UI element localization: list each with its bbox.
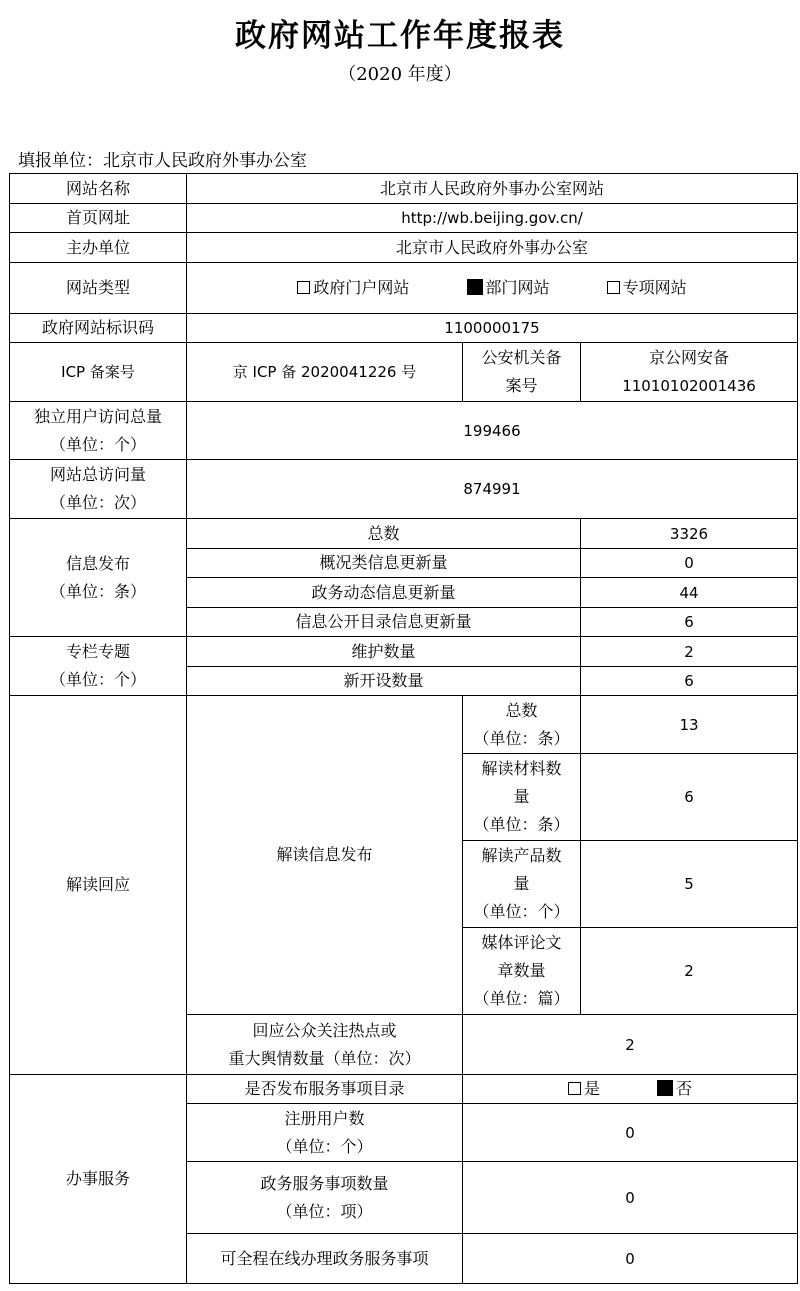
table-row: [10, 696, 798, 754]
option-label: 部门网站: [485, 278, 550, 297]
label-line: （单位：条）: [473, 815, 570, 834]
table-row: [10, 343, 798, 402]
label-line: 解读材料数: [481, 759, 562, 778]
catalog-option: [657, 1075, 692, 1103]
interpret-hot-label: [187, 1015, 463, 1075]
option-label: 否: [676, 1079, 693, 1098]
label-line: （单位：次）: [49, 493, 146, 512]
label-line: （单位：个）: [49, 670, 146, 689]
interpret-product-value: 5: [581, 841, 798, 928]
checkbox-filled-icon: [657, 1080, 673, 1096]
column-row-value: 2: [581, 637, 798, 667]
service-users-value: 0: [463, 1104, 798, 1162]
table-row: [10, 402, 798, 460]
police-record-label: [463, 343, 581, 402]
reporting-unit-label: 填报单位：: [18, 151, 103, 171]
police-record-label-line: 案号: [505, 376, 538, 395]
service-items-label: [187, 1162, 463, 1234]
site-type-options: [187, 263, 798, 314]
reporting-unit: [18, 146, 307, 171]
label-line: 媒体评论文: [481, 933, 562, 952]
report-year: （2020 年度）: [338, 64, 462, 85]
interpret-media-label: [463, 928, 581, 1015]
table-row: [10, 263, 798, 314]
url-label: 首页网址: [10, 204, 187, 233]
service-users-label: [187, 1104, 463, 1162]
interpret-hot-value: 2: [463, 1015, 798, 1075]
info-release-label: [10, 519, 187, 637]
table-row: [10, 1075, 798, 1104]
info-row-label: 政务动态信息更新量: [187, 578, 581, 608]
police-record-value-line: 11010102001436: [622, 377, 756, 395]
label-line: 回应公众关注热点或: [252, 1020, 397, 1040]
unique-visitors-value: 199466: [187, 402, 798, 460]
table-row: [10, 637, 798, 667]
interpret-sub-label: 解读信息发布: [187, 696, 463, 1015]
service-online-label: 可全程在线办理政务服务事项: [187, 1234, 463, 1284]
label-line: 信息发布: [65, 553, 130, 573]
checkbox-empty-icon: [297, 281, 310, 294]
host-label: 主办单位: [10, 233, 187, 263]
reporting-unit-name: 北京市人民政府外事办公室: [103, 151, 307, 171]
site-code-label: 政府网站标识码: [10, 314, 187, 343]
interpret-media-value: 2: [581, 928, 798, 1015]
label-line: 独立用户访问总量: [33, 406, 162, 426]
info-row-label: 概况类信息更新量: [187, 549, 581, 578]
label-line: 政务服务事项数量: [260, 1173, 389, 1193]
label-line: 重大舆情数量（单位：次）: [228, 1048, 421, 1068]
interpret-material-label: [463, 754, 581, 841]
checkbox-filled-icon: [467, 279, 483, 295]
police-record-value-line: 京公网安备: [649, 348, 730, 367]
service-label: 办事服务: [10, 1075, 187, 1284]
service-items-value: 0: [463, 1162, 798, 1234]
label-line: 量: [513, 874, 530, 893]
label-line: （单位：个）: [473, 902, 570, 921]
table-row: [10, 174, 798, 204]
label-line: （单位：条）: [473, 728, 570, 748]
site-type-option: [297, 274, 409, 302]
site-name-value: 北京市人民政府外事办公室网站: [187, 174, 798, 204]
police-record-label-line: 公安机关备: [481, 348, 562, 367]
service-online-value: 0: [463, 1234, 798, 1284]
service-catalog-options: [463, 1075, 798, 1104]
unique-visitors-label: [10, 402, 187, 460]
url-value: http://wb.beijing.gov.cn/: [187, 204, 798, 233]
label-line: 总数: [505, 700, 538, 720]
label-line: 注册用户数: [284, 1108, 365, 1128]
site-type-option: [607, 274, 687, 302]
info-row-value: 44: [581, 578, 798, 608]
table-row: [10, 204, 798, 233]
checkbox-empty-icon: [568, 1082, 581, 1095]
option-label: 是: [583, 1079, 600, 1098]
option-label: 专项网站: [622, 278, 687, 297]
label-line: （单位：项）: [276, 1201, 373, 1221]
icp-value: 京 ICP 备 2020041226 号: [187, 343, 463, 402]
interpret-total-label: [463, 696, 581, 754]
interpret-material-value: 6: [581, 754, 798, 841]
report-table: [9, 173, 798, 1284]
label-line: 量: [513, 787, 530, 806]
special-column-label: [10, 637, 187, 696]
service-catalog-label: 是否发布服务事项目录: [187, 1075, 463, 1104]
column-row-value: 6: [581, 667, 798, 696]
label-line: （单位：个）: [276, 1136, 373, 1156]
interpret-label: 解读回应: [10, 696, 187, 1075]
interpret-total-value: 13: [581, 696, 798, 754]
label-line: 网站总访问量: [49, 465, 146, 484]
police-record-value: [581, 343, 798, 402]
label-line: （单位：个）: [49, 434, 146, 454]
label-line: 解读产品数: [481, 846, 562, 865]
table-row: [10, 460, 798, 519]
site-name-label: 网站名称: [10, 174, 187, 204]
interpret-product-label: [463, 841, 581, 928]
catalog-option: [568, 1075, 600, 1103]
info-row-value: 3326: [581, 519, 798, 549]
info-row-label: 信息公开目录信息更新量: [187, 608, 581, 637]
label-line: 章数量: [497, 961, 546, 980]
label-line: （单位：篇）: [473, 989, 570, 1008]
info-row-label: 总数: [187, 519, 581, 549]
info-row-value: 0: [581, 549, 798, 578]
site-type-option: [467, 274, 550, 302]
page-views-value: 874991: [187, 460, 798, 519]
table-row: [10, 314, 798, 343]
info-row-value: 6: [581, 608, 798, 637]
label-line: （单位：条）: [49, 581, 146, 601]
report-title: 政府网站工作年度报表: [235, 18, 565, 54]
column-row-label: 维护数量: [187, 637, 581, 667]
site-type-label: 网站类型: [10, 263, 187, 314]
checkbox-empty-icon: [607, 281, 620, 294]
option-label: 政府门户网站: [313, 278, 410, 297]
host-value: 北京市人民政府外事办公室: [187, 233, 798, 263]
page-views-label: [10, 460, 187, 519]
site-code-value: 1100000175: [187, 314, 798, 343]
column-row-label: 新开设数量: [187, 667, 581, 696]
table-row: [10, 233, 798, 263]
table-row: [10, 519, 798, 549]
icp-label: ICP 备案号: [10, 343, 187, 402]
label-line: 专栏专题: [65, 642, 130, 661]
